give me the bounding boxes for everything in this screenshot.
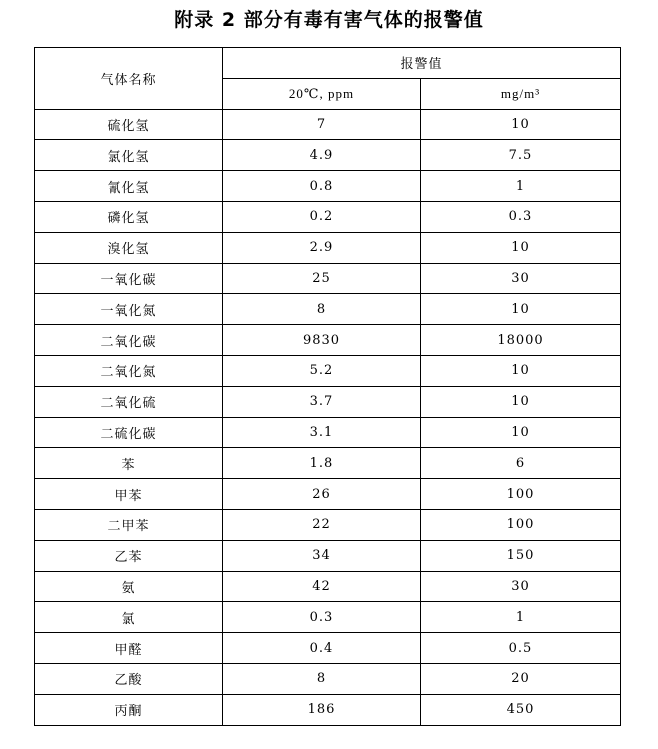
table-row [35, 479, 621, 510]
ppm-value-cell: 2.9 [223, 232, 421, 263]
table-row [35, 694, 621, 725]
table-row [35, 263, 621, 294]
table-body [35, 109, 621, 725]
mg-value-cell: 7.5 [421, 140, 621, 171]
ppm-value-cell: 0.4 [223, 633, 421, 664]
page-title: 附录 2 部分有毒有害气体的报警值 [174, 9, 484, 31]
ppm-value-cell: 1.8 [223, 448, 421, 479]
table-row [35, 171, 621, 202]
ppm-value-cell: 8 [223, 294, 421, 325]
gas-name-cell: 甲苯 [35, 479, 223, 510]
unit-ppm-header: 20℃, ppm [223, 78, 421, 109]
mg-value-cell: 10 [421, 355, 621, 386]
mg-value-cell: 0.3 [421, 201, 621, 232]
gas-name-cell: 二甲苯 [35, 509, 223, 540]
gas-name-header: 气体名称 [35, 48, 223, 110]
gas-name-cell: 磷化氢 [35, 201, 223, 232]
gas-name-cell: 二氧化碳 [35, 325, 223, 356]
mg-value-cell: 10 [421, 232, 621, 263]
unit-mg-header: mg/m³ [421, 78, 621, 109]
gas-name-cell: 乙苯 [35, 540, 223, 571]
ppm-value-cell: 3.1 [223, 417, 421, 448]
gas-name-cell: 丙酮 [35, 694, 223, 725]
table-row [35, 571, 621, 602]
ppm-value-cell: 0.3 [223, 602, 421, 633]
ppm-value-cell: 25 [223, 263, 421, 294]
ppm-value-cell: 4.9 [223, 140, 421, 171]
alarm-value-table [34, 47, 621, 726]
mg-value-cell: 100 [421, 509, 621, 540]
table-row [35, 232, 621, 263]
mg-value-cell: 10 [421, 386, 621, 417]
gas-name-cell: 二氧化氮 [35, 355, 223, 386]
ppm-value-cell: 186 [223, 694, 421, 725]
ppm-value-cell: 42 [223, 571, 421, 602]
ppm-value-cell: 7 [223, 109, 421, 140]
table-row [35, 109, 621, 140]
mg-value-cell: 10 [421, 294, 621, 325]
table-row [35, 602, 621, 633]
table-row [35, 417, 621, 448]
gas-name-cell: 氰化氢 [35, 171, 223, 202]
mg-value-cell: 150 [421, 540, 621, 571]
mg-value-cell: 100 [421, 479, 621, 510]
mg-value-cell: 0.5 [421, 633, 621, 664]
ppm-value-cell: 0.2 [223, 201, 421, 232]
ppm-value-cell: 0.8 [223, 171, 421, 202]
ppm-value-cell: 22 [223, 509, 421, 540]
gas-name-cell: 一氧化氮 [35, 294, 223, 325]
mg-value-cell: 20 [421, 663, 621, 694]
table-row [35, 509, 621, 540]
table-row [35, 201, 621, 232]
table-row [35, 294, 621, 325]
mg-value-cell: 30 [421, 263, 621, 294]
gas-name-cell: 溴化氢 [35, 232, 223, 263]
alarm-value-header: 报警值 [223, 48, 621, 79]
gas-name-cell: 二硫化碳 [35, 417, 223, 448]
gas-name-cell: 硫化氢 [35, 109, 223, 140]
mg-value-cell: 10 [421, 417, 621, 448]
gas-name-cell: 氨 [35, 571, 223, 602]
mg-value-cell: 1 [421, 602, 621, 633]
mg-value-cell: 30 [421, 571, 621, 602]
ppm-value-cell: 3.7 [223, 386, 421, 417]
mg-value-cell: 6 [421, 448, 621, 479]
gas-name-cell: 一氧化碳 [35, 263, 223, 294]
table-row [35, 355, 621, 386]
gas-name-cell: 乙酸 [35, 663, 223, 694]
ppm-value-cell: 26 [223, 479, 421, 510]
gas-name-cell: 苯 [35, 448, 223, 479]
table-row [35, 540, 621, 571]
table-row [35, 633, 621, 664]
ppm-value-cell: 34 [223, 540, 421, 571]
ppm-value-cell: 8 [223, 663, 421, 694]
table-row [35, 663, 621, 694]
mg-value-cell: 18000 [421, 325, 621, 356]
mg-value-cell: 10 [421, 109, 621, 140]
table-row [35, 325, 621, 356]
gas-name-cell: 二氧化硫 [35, 386, 223, 417]
table-row [35, 140, 621, 171]
table-row [35, 448, 621, 479]
ppm-value-cell: 9830 [223, 325, 421, 356]
gas-name-cell: 氯化氢 [35, 140, 223, 171]
table-row [35, 386, 621, 417]
ppm-value-cell: 5.2 [223, 355, 421, 386]
gas-name-cell: 甲醛 [35, 633, 223, 664]
mg-value-cell: 450 [421, 694, 621, 725]
mg-value-cell: 1 [421, 171, 621, 202]
gas-name-cell: 氯 [35, 602, 223, 633]
table-header-row [35, 48, 621, 79]
